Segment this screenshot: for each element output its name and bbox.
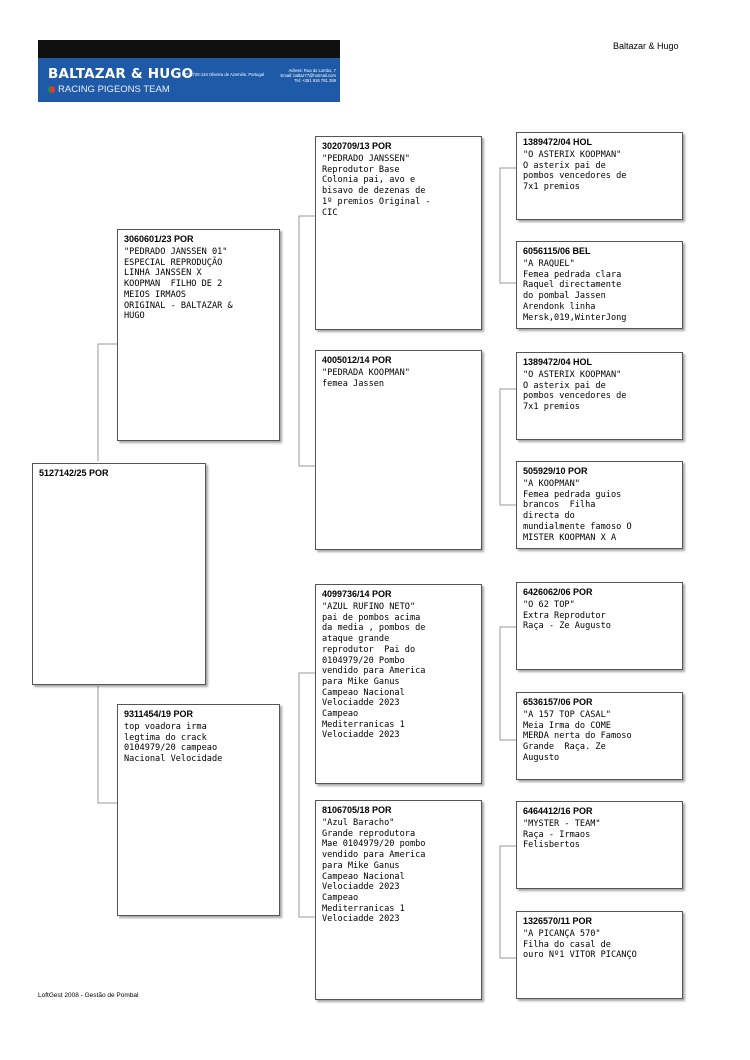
ring-number: 6056115/06 BEL [523,246,591,256]
pigeon-card-sire-sire-dam [516,241,683,329]
ring-number: 6426062/06 POR [523,587,593,597]
pigeon-card-sire-dam [315,350,482,550]
ring-number: 3020709/13 POR [322,141,392,151]
pigeon-description: ESPECIAL REPRODUÇÃO LINHA JANSSEN X KOOPMAN FILHO DE 2 MEIOS IRMAOS ORIGINAL - BALTAZAR & HUGO [124,257,233,322]
brand-address: Adress: Rua do Lombo, 7 [288,68,336,73]
page-owner-title: Baltazar & Hugo [613,41,679,51]
brand-title: BALTAZAR & HUGO [48,66,194,82]
pigeon-card-dam-sire-dam [516,692,683,780]
pigeon-description: femea Jassen [322,378,385,389]
pigeon-name: "MYSTER - TEAM" [523,819,601,829]
brand-postcode: CP: 3720-134 Oliveira de Azeméis, Portugal [182,72,264,77]
pigeon-card-sire-dam-sire [516,352,683,440]
ring-number: 4099736/14 POR [322,589,392,599]
pigeon-description: Femea pedrada guios brancos Filha directa do mundialmente famoso O MISTER KOOPMAN X A [523,489,632,543]
pigeon-name: "O ASTERIX KOOPMAN" [523,150,622,160]
ring-number: 5127142/25 POR [39,468,109,478]
pigeon-description: Meia Irma do COME MERDA nerta do Famoso Grande Raça. Ze Augusto [523,720,632,763]
pigeon-card-dam-dam-sire [516,801,683,889]
pigeon-description: top voadora irma legtima do crack 0104979/20 campeao Nacional Velocidade [124,722,223,765]
ring-number: 3060601/23 POR [124,234,194,244]
pigeon-description: O asterix pai de pombos vencedores de 7x1 premios [523,380,627,413]
pigeon-name: "A KOOPMAN" [523,479,580,489]
pigeon-card-dam-dam [315,800,482,1000]
brand-email: Email: baltaz77@hotmail.com [280,73,336,78]
ring-number: 1389472/04 HOL [523,357,593,367]
pigeon-description: Raça - Irmaos Felisbertos [523,829,591,851]
ring-number: 8106705/18 POR [322,805,392,815]
footer-credit: LoftGest 2008 - Gestão de Pombal [38,992,139,999]
pigeon-name: "PEDRADO JANSSEN 01" [124,247,228,257]
pigeon-card-dam-dam-dam [516,911,683,999]
ring-number: 1389472/04 HOL [523,137,593,147]
brand-subtitle-text: RACING PIGEONS TEAM [58,84,170,95]
pigeon-card-dam-sire [315,584,482,784]
pigeon-name: "PEDRADA KOOPMAN" [322,368,410,378]
pigeon-card-dam [117,704,280,916]
pigeon-description: Grande reprodutora Mae 0104979/20 pombo vendido para America para Mike Ganus Campeao Nacional Velociadde 2023 Campeao Mediterranicas 1 Velociadde 2023 [322,828,426,925]
pigeon-name: "AZUL RUFINO NETO" [322,602,416,612]
pigeon-card-sire-sire [315,136,482,330]
brand-phone: Tel: +351 916 781 259 [294,78,336,83]
ring-number: 505929/10 POR [523,466,588,476]
pigeon-description: Extra Reprodutor Raça - Ze Augusto [523,610,611,632]
pigeon-description: Reprodutor Base Colonia pai, avo e bisavo de dezenas de 1º premios Original - CIC [322,164,431,218]
pigeon-name: "Azul Baracho" [322,818,395,828]
pigeon-name: "PEDRADO JANSSEN" [322,154,410,164]
pigeon-card-subject [32,463,206,685]
pigeon-description: Filha do casal de ouro Nº1 VITOR PICANÇO [523,939,637,961]
ring-number: 6464412/16 POR [523,806,593,816]
pigeon-description: pai de pombos acima da media , pombos de ataque grande reprodutor Pai do 0104979/20 Pombo vendido para America para Mike Ganus Campeao Nacional Velociadde 2023 Campeao Mediterranicas 1 Velociadde 2023 [322,612,426,741]
pigeon-card-sire-dam-dam [516,461,683,549]
pigeon-name: "O ASTERIX KOOPMAN" [523,370,622,380]
pigeon-description: O asterix pai de pombos vencedores de 7x1 premios [523,160,627,193]
ring-number: 1326570/11 POR [523,916,593,926]
pigeon-description: Femea pedrada clara Raquel directamente do pombal Jassen Arendonk linha Mersk,019,WinterJong [523,269,627,323]
ring-number: 4005012/14 POR [322,355,392,365]
pigeon-card-sire [117,229,280,441]
pigeon-card-dam-sire-sire [516,582,683,670]
pigeon-name: "O 62 TOP" [523,600,575,610]
pigeon-name: "A RAQUEL" [523,259,575,269]
ring-number: 6536157/06 POR [523,697,593,707]
pigeon-name: "A PICANÇA 570" [523,929,601,939]
pigeon-name: "A 157 TOP CASAL" [523,710,611,720]
ring-number: 9311454/19 POR [124,709,194,719]
pigeon-card-sire-sire-sire [516,132,683,220]
